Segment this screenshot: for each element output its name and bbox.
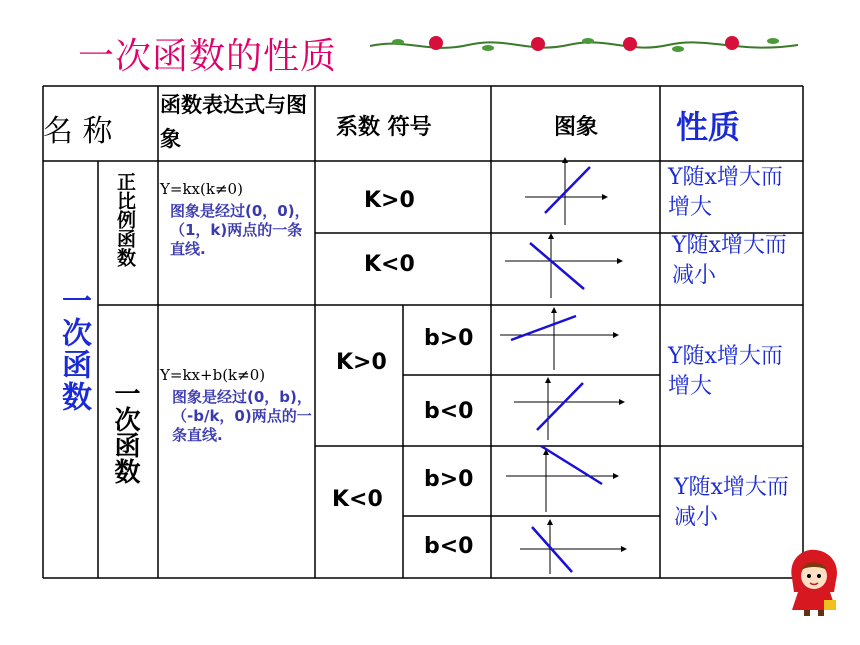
proportional-function-label: 正比例函数 xyxy=(114,172,136,267)
header-expression: 函数表达式与图象 xyxy=(160,93,307,151)
proportional-formula: Y=kx(k≠0) xyxy=(160,180,243,198)
header-name: 名 称 xyxy=(43,114,113,149)
proportional-description: 图象是经过(0，0)，（1，k)两点的一条直线. xyxy=(170,202,310,258)
graph-linear-k-positive-b-negative xyxy=(514,378,624,440)
linear-formula: Y=kx+b(k≠0) xyxy=(160,366,266,384)
linear-property-decreasing: Y随x增大而减小 xyxy=(674,475,789,530)
proportional-k-negative: K<0 xyxy=(364,252,415,277)
linear-k-positive-b-positive: b>0 xyxy=(424,326,474,351)
graph-linear-k-negative-b-negative xyxy=(520,520,626,574)
header-property: 性质 xyxy=(676,108,741,146)
cartoon-girl-illustration xyxy=(784,548,844,618)
group-label-linear-function: 一次函数 xyxy=(56,285,91,413)
linear-k-negative-b-positive: b>0 xyxy=(424,467,474,492)
linear-function-label: 一次函数 xyxy=(110,380,140,484)
graph-proportional-k-negative xyxy=(505,234,622,298)
header-graph: 图象 xyxy=(554,115,599,140)
linear-k-positive: K>0 xyxy=(336,350,387,375)
graph-proportional-k-positive xyxy=(525,158,607,225)
proportional-k-positive: K>0 xyxy=(364,188,415,213)
linear-description: 图象是经过(0，b)，（-b/k，0)两点的一条直线. xyxy=(172,388,312,444)
linear-k-negative: K<0 xyxy=(332,487,383,512)
linear-property-increasing: Y随x增大而增大 xyxy=(668,344,783,399)
page-title: 一次函数的性质 xyxy=(78,36,338,77)
proportional-property-increasing: Y随x增大而增大 xyxy=(668,165,783,220)
linear-k-negative-b-negative: b<0 xyxy=(424,534,474,559)
graph-linear-k-negative-b-positive xyxy=(506,446,618,512)
graph-linear-k-positive-b-positive xyxy=(500,308,618,370)
header-coefficient-sign: 系数 符号 xyxy=(336,115,432,140)
proportional-property-decreasing: Y随x增大而减小 xyxy=(672,233,787,288)
linear-k-positive-b-negative: b<0 xyxy=(424,399,474,424)
